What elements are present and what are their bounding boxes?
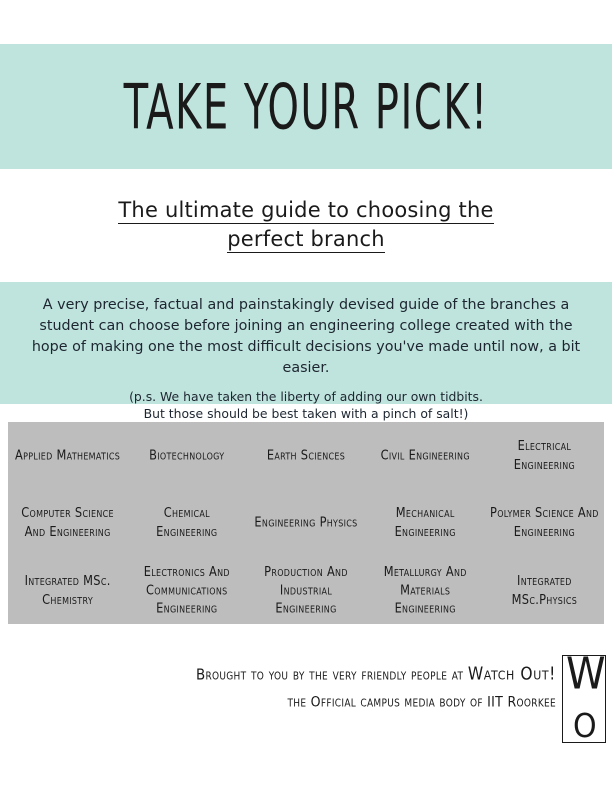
title-banner — [0, 44, 612, 169]
subtitle — [118, 196, 493, 254]
logo-letter-o: O — [573, 707, 597, 746]
branch-grid — [8, 422, 604, 624]
branch-item: Mechanical Engineering — [394, 504, 456, 540]
description-text: A very precise, factual and painstakingly devised guide of the branches a student can choose before joining an engineering college created with the hope of making one the most difficult decisions you've made until now, a bit easier. — [31, 297, 581, 376]
footer — [0, 648, 612, 755]
branch-item: Civil Engineering — [380, 446, 470, 464]
branch-item: Integrated MSc.Physics — [511, 572, 578, 607]
branch-item: Engineering Physics — [254, 513, 358, 531]
subtitle-line-2: perfect branch — [227, 227, 385, 251]
subtitle-block — [0, 196, 612, 254]
branch-item: Production And Industrial Engineering — [264, 562, 348, 616]
branch-item: Electrical Engineering — [513, 437, 576, 473]
footer-brand-name: Watch Out! — [467, 663, 556, 685]
branch-item: Applied Mathematics — [15, 446, 121, 464]
footer-credit-prefix: Brought to you by the very friendly people at — [195, 666, 468, 685]
watch-out-logo — [562, 648, 606, 746]
branch-item: Earth Sciences — [266, 446, 346, 464]
branch-item: Chemical Engineering — [156, 504, 218, 540]
description-banner — [0, 282, 612, 421]
description-note — [22, 388, 590, 422]
footer-credit-line-2: the Official campus media body of IIT Roorkee — [287, 692, 556, 711]
note-line-2: But those should be best taken with a pinch of salt!) — [143, 406, 469, 421]
footer-credit-line-1 — [196, 661, 556, 689]
logo-letter-w: W — [566, 648, 606, 700]
subtitle-line-1: The ultimate guide to choosing the — [118, 198, 494, 222]
branch-item: Biotechnology — [149, 446, 225, 464]
branch-item: Computer Science And Engineering — [21, 504, 114, 540]
branch-item: Integrated MSc. Chemistry — [24, 572, 111, 607]
footer-credit — [196, 663, 556, 712]
branch-item: Polymer Science And Engineering — [490, 504, 599, 540]
page-title: TAKE YOUR PICK! — [123, 70, 489, 143]
branch-item: Metallurgy And Materials Engineering — [383, 562, 467, 616]
branch-item: Electronics And Communications Engineering — [143, 562, 230, 616]
note-line-1: (p.s. We have taken the liberty of adding our own tidbits. — [129, 389, 483, 404]
